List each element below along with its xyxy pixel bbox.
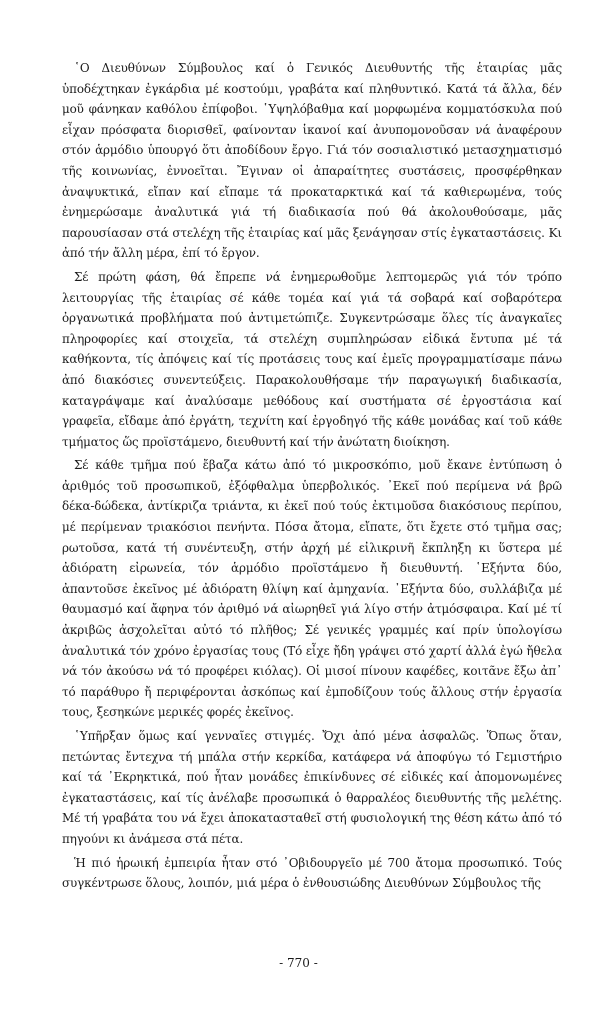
- paragraph: Σέ κάθε τμῆμα πού ἔβαζα κάτω ἀπό τό μικροσκόπιο, μοῦ ἔκανε ἐντύπωση ὁ ἀριθμός τοῦ προσωπικοῦ, ἐξόφθαλμα ὑπερβολικός. ᾿Εκεῖ πού περίμενα νά βρῶ δέκα-δώδεκα, ἀντίκριζα τριάντα, κι ἐκεῖ πού τούς ἐκτιμοῦσα διακόσιους περίπου, μέ περίμεναν τριακόσιοι πενήντα. Πόσα ἄτομα, εἴπατε, ὅτι ἔχετε στό τμῆμα σας; ρωτοῦσα, κατά τή συνέντευξη, στήν ἀρχή μέ εἰλικρινῆ ἔκπληξη κι ὕστερα μέ ἀδιόρατη εἰρωνεία, τόν ἁρμόδιο προϊστάμενο ἤ διευθυντή. ῾Εξήντα δύο, ἀπαντοῦσε ἐκεῖνος μέ ἀδιόρατη θλίψη καί ἀμηχανία. ᾿Εξήντα δύο, συλλάβιζα μέ θαυμασμό καί ἄφηνα τόν ἀριθμό νά αἰωρηθεῖ γιά λίγο στήν ἀτμόσφαιρα. Καί μέ τί ἀκριβῶς ἀσχολεῖται αὐτό τό πλῆθος; Σέ γενικές γραμμές καί πρίν ὑπολογίσω ἀναλυτικά τόν χρόνο ἐργασίας τους (Τό εἶχε ἤδη γράψει στό χαρτί ἀλλά ἐγώ ἤθελα νά τόν ἀκούσω νά τό προφέρει κιόλας). Οἱ μισοί πίνουν καφέδες, κοιτᾶνε ἔξω ἀπ᾿ τό παράθυρο ἤ περιφέρονται ἀσκόπως καί ἐμποδίζουν τούς ἄλλους στήν ἐργασία τους, ξεσηκώνε μερικές φορές ἐκεῖνος.: [62, 458, 562, 720]
- page-number: - 770 -: [279, 956, 318, 970]
- paragraph: ῾Ο Διευθύνων Σύμβουλος καί ὁ Γενικός Διευθυντής τῆς ἑταιρίας μᾶς ὑποδέχτηκαν ἐγκάρδια μέ κοστούμι, γραβάτα καί πληθυντικό. Κατά τά ἄλλα, δέν μοῦ φάνηκαν καθόλου ἐπίφοβοι. ῾Υψηλόβαθμα καί μορφωμένα κομματόσκυλα πού εἶχαν πρόσφατα διορισθεῖ, φαίνονταν ἱκανοί καί ἀνυπομονοῦσαν νά ἀναφέρουν στόν ἁρμόδιο ὑπουργό ὅτι ἀποδίδουν ἔργο. Γιά τόν σοσιαλιστικό μετασχηματισμό τῆς κοινωνίας, ἐννοεῖται. Ἔγιναν οἱ ἀπαραίτητες συστάσεις, προσφέρθηκαν ἀναψυκτικά, εἴπαν καί εἴπαμε τά προκαταρκτικά καί τά καθιερωμένα, τούς ἐνημερώσαμε ἀναλυτικά γιά τή διαδικασία πού θά ἀκολουθούσαμε, μᾶς παρουσίασαν στά στελέχη τῆς ἑταιρίας καί μᾶς ξενάγησαν στίς ἐγκαταστάσεις. Κι ἀπό τήν ἄλλη μέρα, ἐπί τό ἔργον.: [62, 61, 562, 261]
- paragraph: ῾Υπῆρξαν ὅμως καί γενναῖες στιγμές. Ὄχι ἀπό μένα ἀσφαλῶς. Ὅπως ὅταν, πετώντας ἔντεχνα τή μπάλα στήν κερκίδα, κατάφερα νά ἀποφύγω τό Γεμιστήριο καί τά ᾿Εκρηκτικά, πού ἦταν μονάδες ἐπικίνδυνες σέ εἰδικές καί ἀπομονωμένες ἐγκαταστάσεις, καί τίς ἀνέλαβε προσωπικά ὁ θαρραλέος διευθυντής τῆς μελέτης. Μέ τή γραβάτα του νά ἔχει ἀποκατασταθεῖ στή φυσιολογική της θέση κάτω ἀπό τό πηγούνι κι ἀνάμεσα στά πέτα.: [62, 729, 562, 846]
- paragraph: Σέ πρώτη φάση, θά ἔπρεπε νά ἐνημερωθοῦμε λεπτομερῶς γιά τόν τρόπο λειτουργίας τῆς ἑταιρίας σέ κάθε τομέα καί γιά τά σοβαρά καί σοβαρότερα ὀργανωτικά προβλήματα πού ἀντιμετώπιζε. Συγκεντρώσαμε ὅλες τίς ἀναγκαῖες πληροφορίες καί στοιχεῖα, τά στελέχη συμπληρώσαν εἰδικά ἔντυπα μέ τά καθήκοντα, τίς ἀπόψεις καί τίς προτάσεις τους καί ἐμεῖς προγραμματίσαμε πάνω ἀπό διακόσιες συνεντεύξεις. Παρακολουθήσαμε τήν παραγωγική διαδικασία, καταγράψαμε καί ἀναλύσαμε μεθόδους καί συστήματα σέ ἐργοστάσια καί γραφεῖα, εἴδαμε ἀπό ἐργάτη, τεχνίτη καί ἐργοδηγό τῆς κάθε μονάδας καί τοῦ κάθε τμήματος ὥς προϊστάμενο, διευθυντή καί τήν ἀνώτατη διοίκηση.: [62, 269, 562, 449]
- paragraph: Ἡ πιό ἡρωική ἐμπειρία ἦταν στό ᾿Οβιδουργεῖο μέ 700 ἄτομα προσωπικό. Τούς συγκέντρωσε ὅλους, λοιπόν, μιά μέρα ὁ ἐνθουσιώδης Διευθύνων Σύμβουλος τῆς: [62, 855, 562, 891]
- body-text: [62, 58, 562, 897]
